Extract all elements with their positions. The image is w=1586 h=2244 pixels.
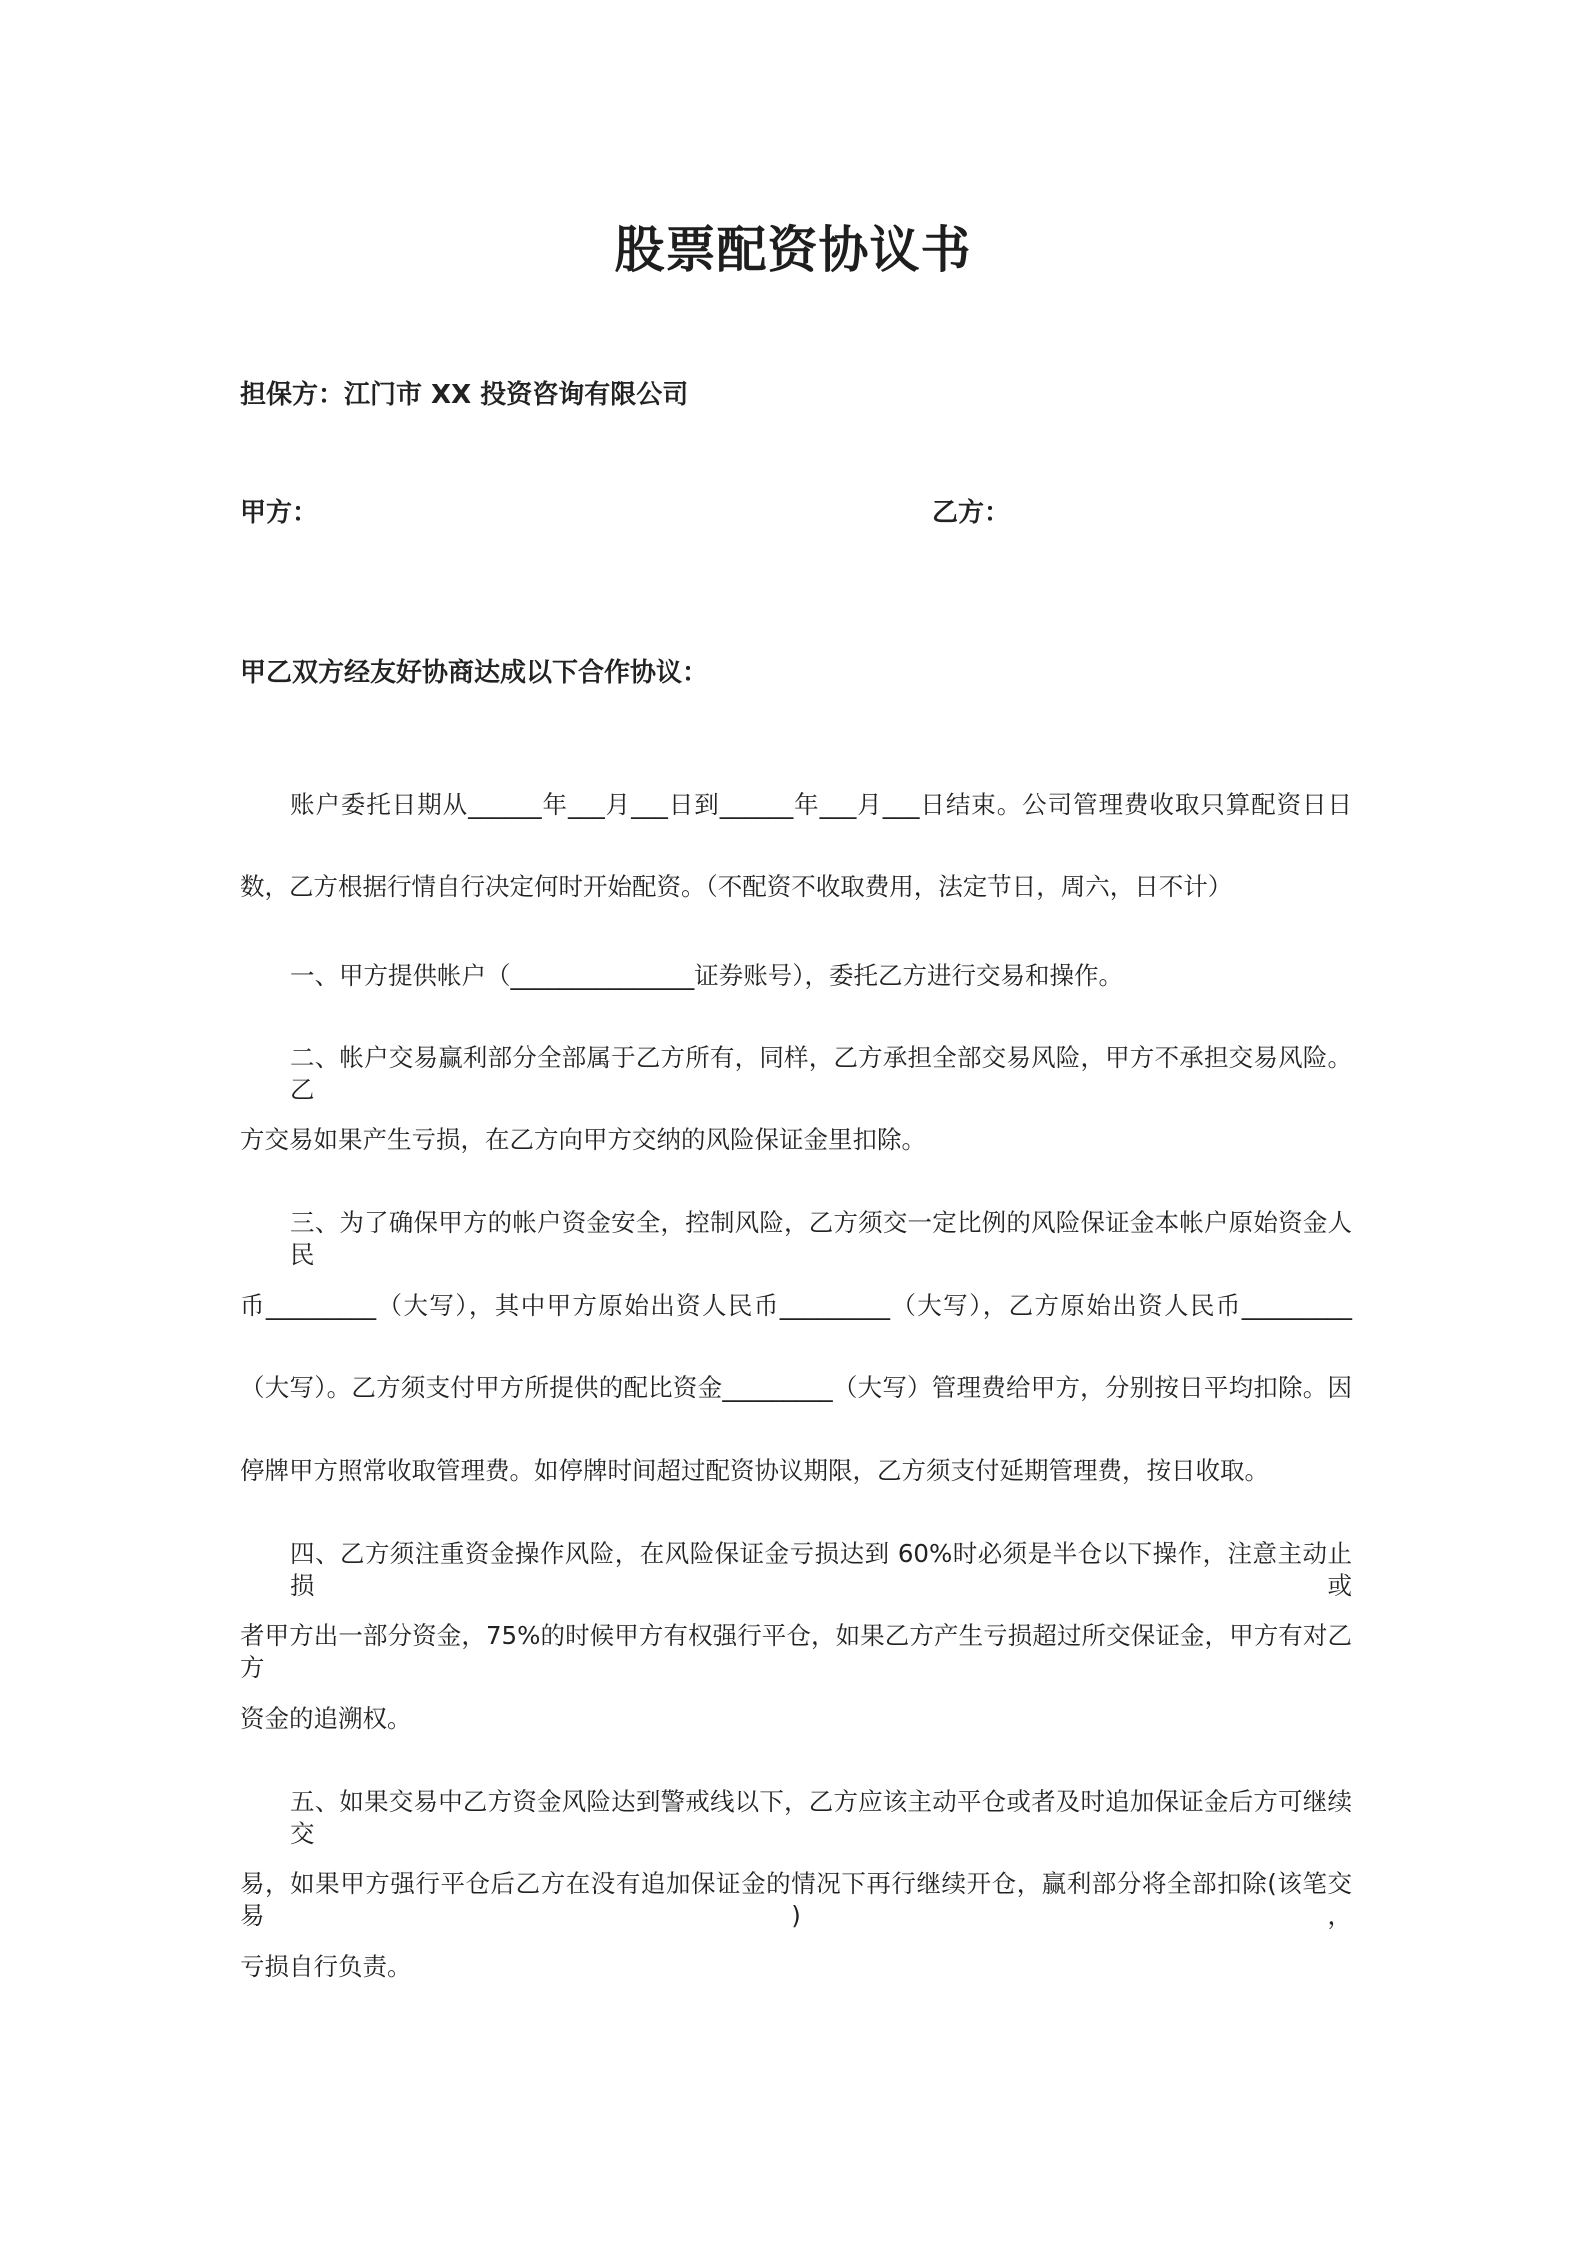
clause-1-line: 一、甲方提供帐户（_______________证券账号），委托乙方进行交易和操作。 (290, 961, 1123, 990)
clause-5-line: 五、如果交易中乙方资金风险达到警戒线以下，乙方应该主动平仓或者及时追加保证金后方可继续交 (290, 1787, 1352, 1848)
paragraph-line: 数，乙方根据行情自行决定何时开始配资。（不配资不收取费用，法定节日，周六，日不计） (240, 872, 1233, 901)
party-a-label: 甲方： (240, 498, 319, 528)
intro-line: 甲乙双方经友好协商达成以下合作协议： (240, 658, 709, 688)
clause-5-line: 易，如果甲方强行平仓后乙方在没有追加保证金的情况下再行继续开仓，赢利部分将全部扣除(该笔交易)， (240, 1869, 1352, 1930)
clause-4-line: 者甲方出一部分资金，75%的时候甲方有权强行平仓，如果乙方产生亏损超过所交保证金，甲方有对乙方 (240, 1621, 1352, 1682)
guarantor-line: 担保方：江门市 XX 投资咨询有限公司 (240, 380, 689, 410)
clause-4-line: 四、乙方须注重资金操作风险，在风险保证金亏损达到 60%时必须是半仓以下操作，注意主动止损或 (290, 1539, 1352, 1600)
clause-4-line: 资金的追溯权。 (240, 1704, 412, 1733)
clause-2-line: 方交易如果产生亏损，在乙方向甲方交纳的风险保证金里扣除。 (240, 1125, 926, 1154)
clause-3-line: 币_________（大写），其中甲方原始出资人民币_________（大写），乙方原始出资人民币_________ (240, 1291, 1352, 1320)
party-b-label: 乙方： (932, 498, 1011, 528)
clause-5-line: 亏损自行负责。 (240, 1952, 412, 1981)
clause-3-line: 三、为了确保甲方的帐户资金安全，控制风险，乙方须交一定比例的风险保证金本帐户原始资金人民 (290, 1208, 1352, 1269)
document-title: 股票配资协议书 (614, 221, 972, 279)
clause-3-line: （大写）。乙方须支付甲方所提供的配比资金_________（大写）管理费给甲方，分别按日平均扣除。因 (240, 1373, 1352, 1402)
clause-2-line: 二、帐户交易赢利部分全部属于乙方所有，同样，乙方承担全部交易风险，甲方不承担交易风险。乙 (290, 1043, 1352, 1104)
clause-3-line: 停牌甲方照常收取管理费。如停牌时间超过配资协议期限，乙方须支付延期管理费，按日收取。 (240, 1456, 1269, 1485)
paragraph-line: 账户委托日期从______年___月___日到______年___月___日结束。公司管理费收取只算配资日日 (290, 790, 1352, 819)
